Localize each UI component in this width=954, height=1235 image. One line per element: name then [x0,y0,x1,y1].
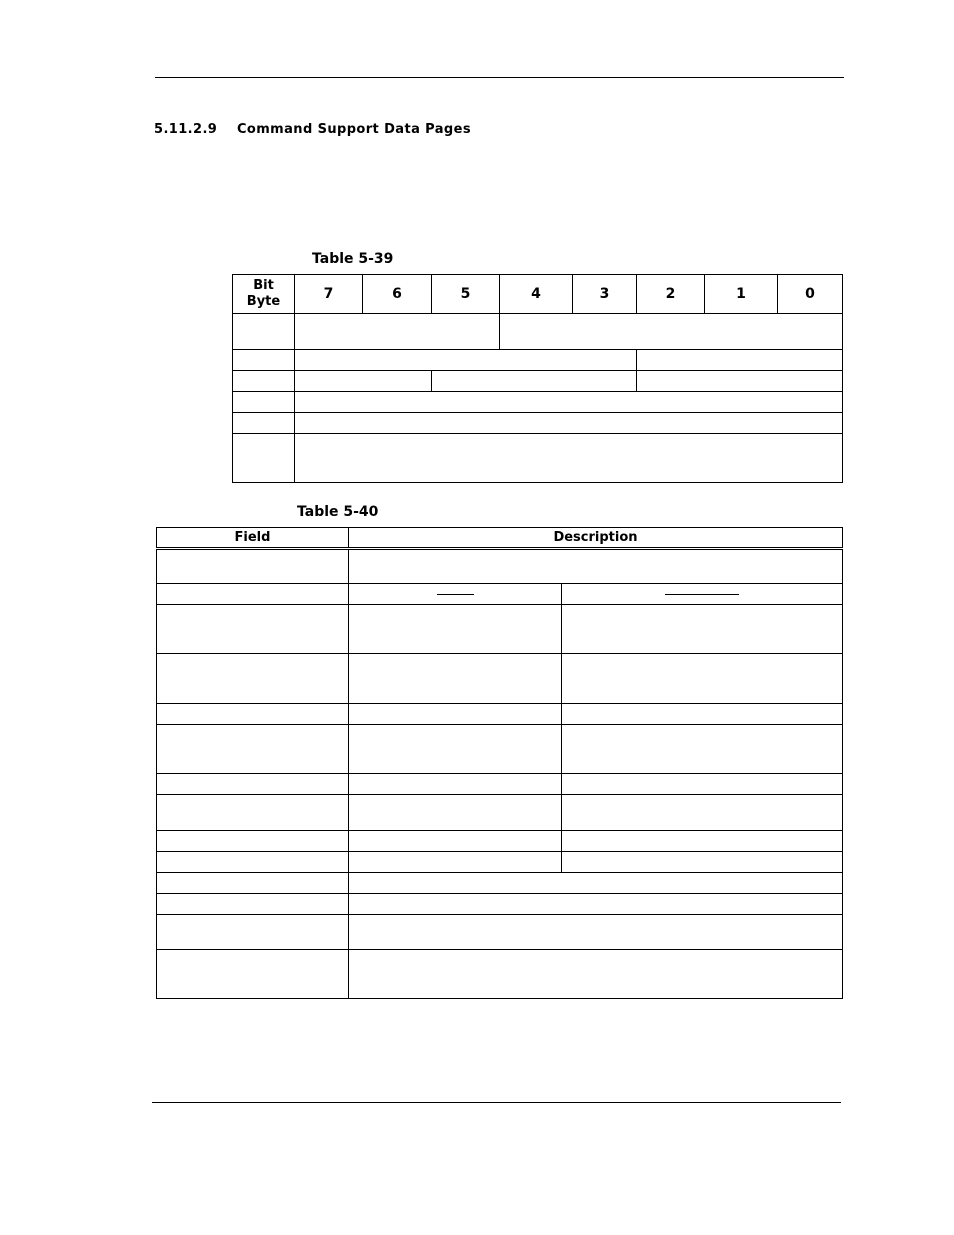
table-39-row [233,350,843,371]
table-40-row [157,852,843,873]
description-cell [349,894,843,915]
subheader-cell [349,584,562,605]
table-40-row [157,873,843,894]
table-40-row [157,795,843,831]
footer-rule [152,1102,841,1103]
subheader-cell [562,584,843,605]
bit-label: Bit [253,278,274,293]
underline-mark [665,594,739,595]
field-cell [157,873,349,894]
field-description-table [156,527,843,999]
table-39-row [233,314,843,350]
meaning-cell [562,725,843,774]
value-cell [349,774,562,795]
description-cell [349,549,843,584]
description-cell [349,915,843,950]
table-39-row [233,434,843,483]
table-39-row [233,413,843,434]
field-cell [500,314,843,350]
table-40-header-row [157,528,843,549]
section-number: 5.11.2.9 [154,122,218,137]
description-cell [349,873,843,894]
value-cell [349,795,562,831]
meaning-cell [562,795,843,831]
field-cell [157,774,349,795]
bit-header-7: 7 [295,275,363,314]
field-cell [295,371,432,392]
table-40-row [157,831,843,852]
byte-cell [233,350,295,371]
field-cell [157,831,349,852]
value-cell [349,852,562,873]
section-heading [154,122,471,137]
table-40-row [157,704,843,725]
table-39-caption: Table 5-39 [312,251,394,267]
field-cell [295,350,637,371]
byte-cell [233,314,295,350]
meaning-cell [562,654,843,704]
byte-label: Byte [246,294,281,309]
section-title: Command Support Data Pages [236,122,471,137]
field-cell [157,795,349,831]
description-column-header: Description [349,528,843,549]
table-39-header-row [233,275,843,314]
field-cell [157,915,349,950]
byte-cell [233,434,295,483]
table-40-row [157,774,843,795]
meaning-cell [562,852,843,873]
field-cell [157,894,349,915]
table-40-row [157,605,843,654]
meaning-cell [562,704,843,725]
bit-header-3: 3 [573,275,637,314]
bit-header-0: 0 [778,275,843,314]
field-cell [157,950,349,999]
field-column-header: Field [157,528,349,549]
meaning-cell [562,831,843,852]
bit-header-2: 2 [637,275,705,314]
field-cell [295,434,843,483]
table-40-row [157,725,843,774]
bit-layout-table [232,274,843,483]
value-cell [349,704,562,725]
value-cell [349,831,562,852]
value-cell [349,654,562,704]
field-cell [157,725,349,774]
table-40-subheader-row [157,584,843,605]
meaning-cell [562,774,843,795]
table-40-row [157,549,843,584]
meaning-cell [562,605,843,654]
field-cell [157,704,349,725]
table-40-row [157,654,843,704]
table-39-row [233,392,843,413]
table-39-row [233,371,843,392]
field-cell [157,852,349,873]
table-40-row [157,894,843,915]
underline-mark [437,594,474,595]
field-cell [295,392,843,413]
table-40-row [157,915,843,950]
bit-header-1: 1 [705,275,778,314]
field-cell [295,314,500,350]
field-cell [157,549,349,584]
field-cell [432,371,637,392]
description-cell [349,950,843,999]
field-cell [637,350,843,371]
table-40-caption: Table 5-40 [297,504,379,520]
bit-header-4: 4 [500,275,573,314]
table-40-row [157,950,843,999]
header-rule [155,77,844,78]
field-cell [157,605,349,654]
bit-byte-header [233,275,295,314]
field-cell [157,584,349,605]
bit-header-5: 5 [432,275,500,314]
byte-cell [233,371,295,392]
field-cell [637,371,843,392]
field-cell [295,413,843,434]
byte-cell [233,413,295,434]
field-cell [157,654,349,704]
bit-header-6: 6 [363,275,432,314]
value-cell [349,605,562,654]
byte-cell [233,392,295,413]
value-cell [349,725,562,774]
